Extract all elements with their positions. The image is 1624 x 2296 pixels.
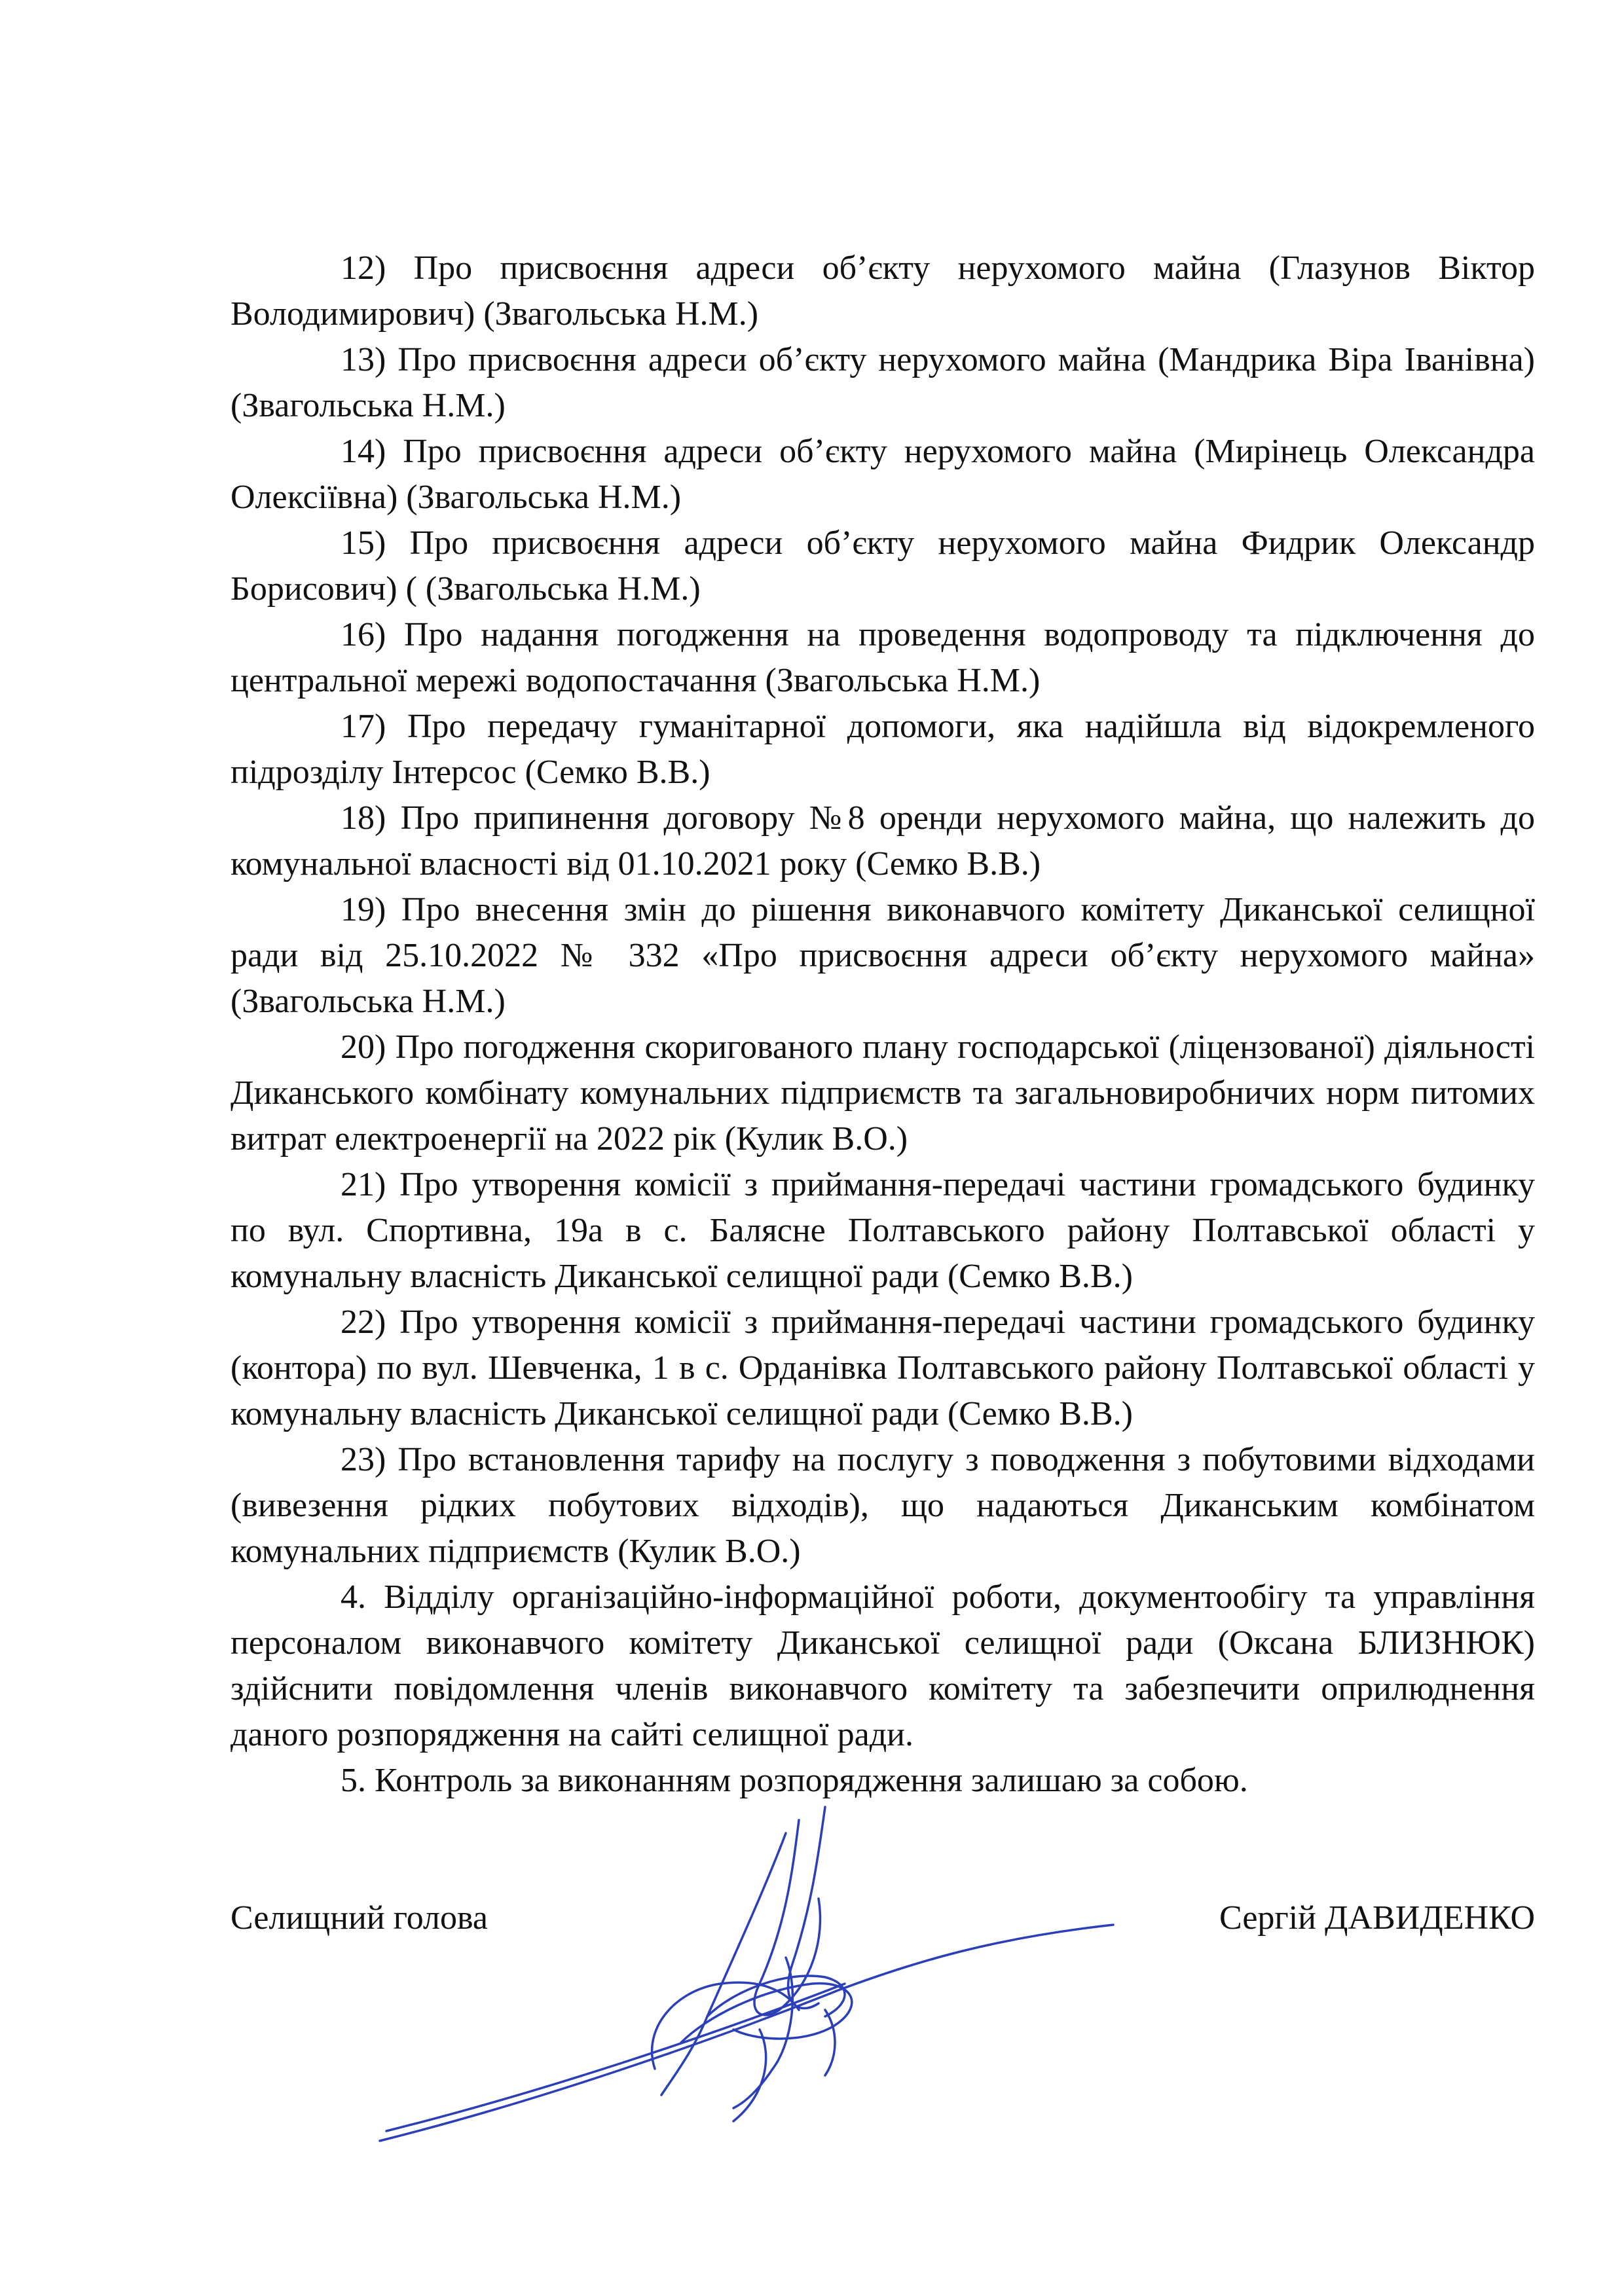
agenda-item-22: 22) Про утворення комісії з приймання-передачі частини громадського будинку (контора) по вул. Шевченка, 1 в с. Орданівка Полтавського району Полтавської області у комунальну власність Диканської селищної ради (Семко В.В.): [231, 1303, 1535, 1432]
signatory-position: Селищний голова: [231, 1899, 488, 1937]
agenda-item-15: 15) Про присвоєння адреси об’єкту нерухомого майна Фидрик Олександр Борисович) ( (Звагольська Н.М.): [231, 524, 1535, 608]
handwritten-signature: [367, 1794, 1179, 2160]
signatory-name: Сергій ДАВИДЕНКО: [1219, 1899, 1535, 1937]
agenda-item-12: 12) Про присвоєння адреси об’єкту нерухомого майна (Глазунов Віктор Володимирович) (Звагольська Н.М.): [231, 249, 1535, 333]
agenda-item-19: 19) Про внесення змін до рішення виконавчого комітету Диканської селищної ради від 25.10.2022 № 332 «Про присвоєння адреси об’єкту нерухомого майна» (Звагольська Н.М.): [231, 891, 1535, 1020]
agenda-item-14: 14) Про присвоєння адреси об’єкту нерухомого майна (Мирінець Олександра Олексіївна) (Звагольська Н.М.): [231, 433, 1535, 516]
agenda-item-23: 23) Про встановлення тарифу на послугу з поводження з побутовими відходами (вивезення рідких побутових відходів), що надаються Диканським комбінатом комунальних підприємств (Кулик В.О.): [231, 1441, 1535, 1570]
document-body: [231, 246, 1535, 1804]
agenda-item-16: 16) Про надання погодження на проведення водопроводу та підключення до центральної мережі водопостачання (Звагольська Н.М.): [231, 616, 1535, 699]
clause-5: 5. Контроль за виконанням розпорядження залишаю за собою.: [341, 1762, 1248, 1799]
agenda-item-21: 21) Про утворення комісії з приймання-передачі частини громадського будинку по вул. Спортивна, 19а в с. Балясне Полтавського району Полтавської області у комунальну власність Диканської селищної ради (Семко В.В.): [231, 1166, 1535, 1295]
agenda-item-18: 18) Про припинення договору №8 оренди нерухомого майна, що належить до комунальної власності від 01.10.2021 року (Семко В.В.): [231, 799, 1535, 883]
agenda-item-13: 13) Про присвоєння адреси об’єкту нерухомого майна (Мандрика Віра Іванівна) (Звагольська Н.М.): [231, 341, 1535, 424]
agenda-item-17: 17) Про передачу гуманітарної допомоги, яка надійшла від відокремленого підрозділу Інтерсос (Семко В.В.): [231, 708, 1535, 791]
clause-4: 4. Відділу організаційно-інформаційної роботи, документообігу та управління персоналом виконавчого комітету Диканської селищної ради (Оксана БЛИЗНЮК) здійснити повідомлення членів виконавчого комітету та забезпечити оприлюднення даного розпорядження на сайті селищної ради.: [231, 1578, 1535, 1753]
agenda-item-20: 20) Про погодження скоригованого плану господарської (ліцензованої) діяльності Диканського комбінату комунальних підприємств та загальновиробничих норм питомих витрат електроенергії на 2022 рік (Кулик В.О.): [231, 1029, 1535, 1157]
